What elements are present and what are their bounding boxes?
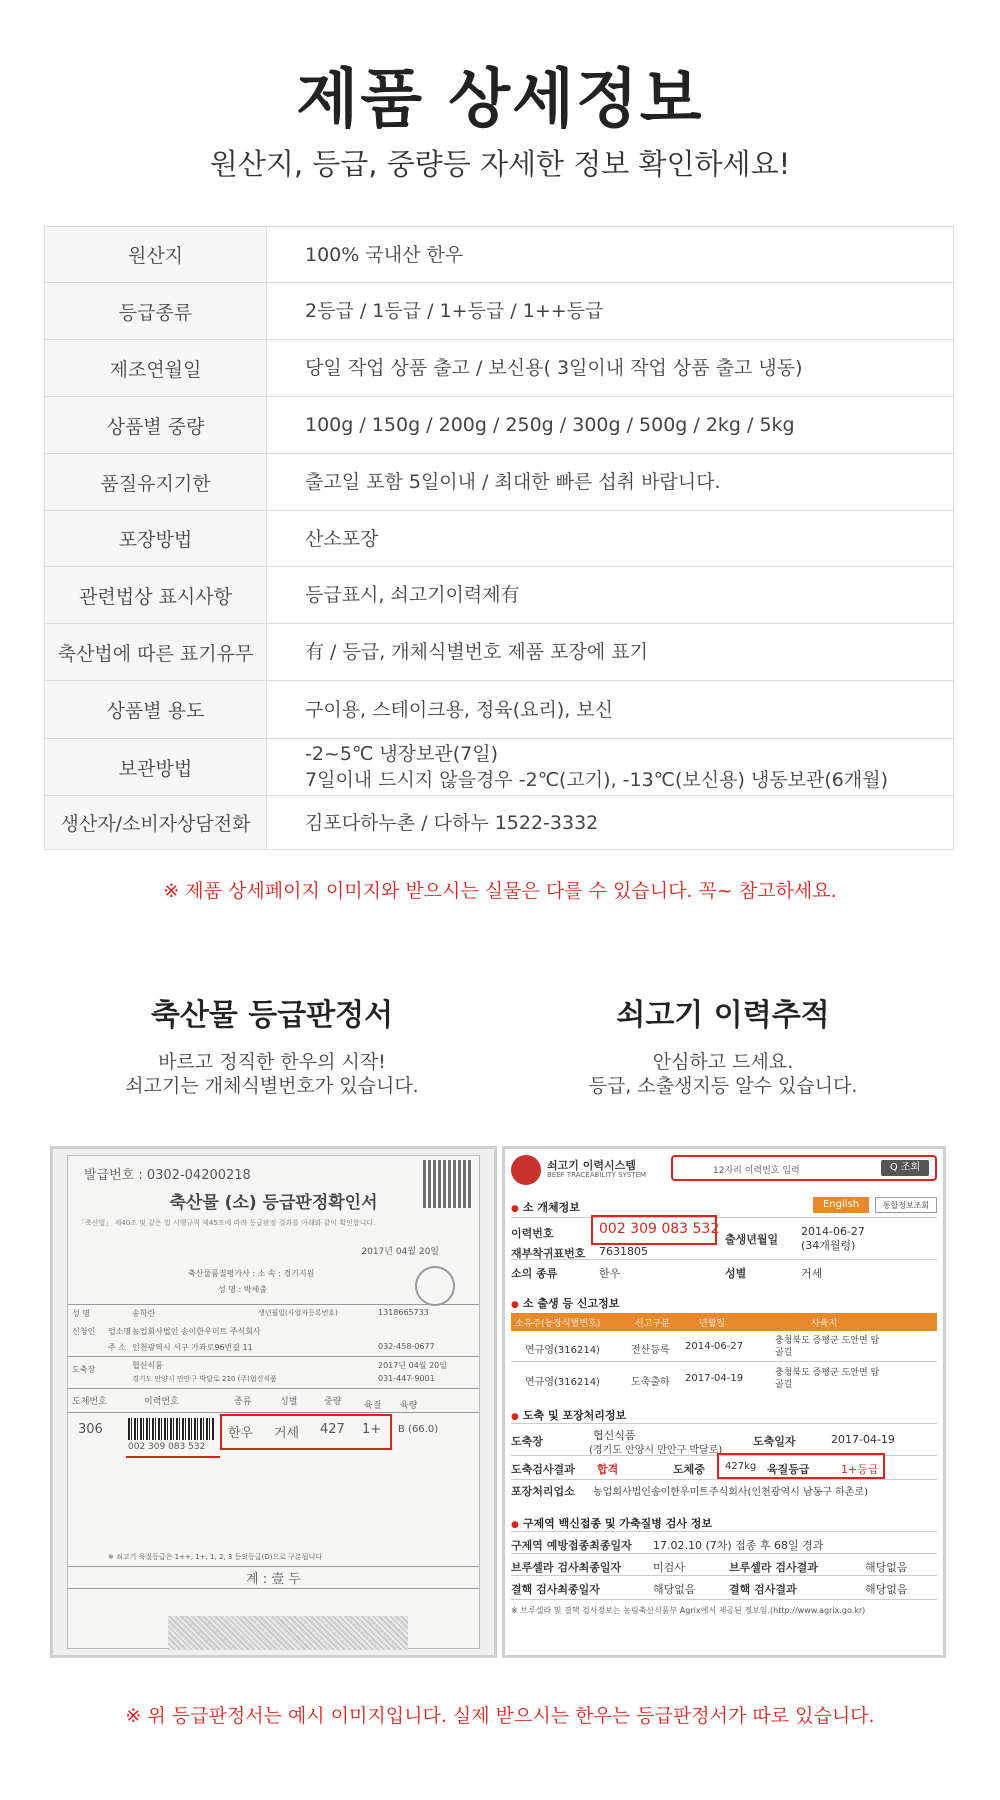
report-type: 전산등록: [631, 1345, 670, 1356]
product-spec-table: [44, 226, 954, 850]
traceability-desc-line-2: 등급, 소출생지등 알수 있습니다.: [588, 1075, 858, 1097]
table-row: [45, 454, 954, 511]
spec-label: 제조연월일: [45, 340, 267, 397]
grade-cert-desc: [57, 1050, 487, 1098]
storage-line-2: 7일이내 드시지 않을경우 -2℃(고기), -13℃(보신용) 냉동보관(6개월): [305, 769, 888, 791]
certificate-intro: 「축산법」 제40조 및 같은 법 시행규칙 제45조에 따라 등급판정 결과를 아래와 같이 확인합니다.: [78, 1219, 376, 1227]
inspection-label: 도축검사결과: [511, 1463, 575, 1476]
spec-value: 有 / 등급, 개체식별번호 제품 포장에 표기: [267, 624, 954, 681]
cert-row-value: 송학란: [132, 1309, 156, 1318]
grade-cert-desc-line-2: 쇠고기는 개체식별번호가 있습니다.: [125, 1075, 419, 1097]
tb-result-label: 결핵 검사결과: [729, 1583, 797, 1596]
table-row: [45, 340, 954, 397]
cert-grade: 1+: [362, 1422, 382, 1437]
report-owner: 연규영(316214): [525, 1377, 600, 1388]
cert-carcass-no: 306: [78, 1422, 103, 1437]
grade-label: 육질등급: [767, 1463, 810, 1476]
birth-months: (34개월령): [801, 1239, 856, 1252]
spec-value: 2등급 / 1등급 / 1+등급 / 1++등급: [267, 283, 954, 340]
divider: [511, 1553, 937, 1554]
divider: [511, 1423, 937, 1424]
divider: [511, 1259, 937, 1260]
integrated-info-button[interactable]: 통합정보조회: [875, 1197, 937, 1213]
trace-search-box[interactable]: [671, 1155, 937, 1181]
table-row: [45, 511, 954, 567]
product-image-notice: ※ 제품 상세페이지 이미지와 받으시는 실물은 다를 수 있습니다. 꼭~ 참고하세요.: [163, 880, 837, 902]
table-row: [45, 796, 954, 850]
slaughter-date-label: 도축일자: [753, 1435, 796, 1448]
traceability-desc-line-1: 안심하고 드세요.: [652, 1051, 794, 1073]
cert-slaughter-name: 협신식품: [132, 1361, 163, 1370]
spec-label: 생산자/소비자상담전화: [45, 796, 267, 850]
certificate-paper: [67, 1155, 480, 1649]
plant-addr: (경기도 안양시 만안구 박달로): [589, 1445, 723, 1456]
cert-birth-value: 1318665733: [378, 1308, 429, 1317]
col-place: 사육지: [811, 1319, 838, 1329]
grade-cert-heading: 축산물 등급판정서: [150, 998, 394, 1033]
cert-total: 계 : 壹 두: [246, 1572, 301, 1587]
grade-value: 1+등급: [841, 1463, 879, 1476]
birth-value: 2014-06-27: [801, 1225, 865, 1238]
section-birth-report: ● 소 출생 등 신고정보: [511, 1295, 619, 1311]
ear-tag-value: 7631805: [599, 1245, 648, 1258]
col-type: 신고구분: [635, 1319, 670, 1329]
cert-row-label: 주 소: [108, 1343, 126, 1352]
col-owner: 소유주(농장식별번호): [515, 1319, 601, 1329]
kind-label: 소의 종류: [511, 1267, 558, 1280]
spec-label: 관련법상 표시사항: [45, 567, 267, 624]
certificate-issuer: 축산물품질평가사 : 소 속 : 경기지원: [188, 1269, 315, 1278]
divider: [68, 1412, 479, 1413]
cert-col-header: 종류: [234, 1397, 252, 1407]
spec-label: 등급종류: [45, 283, 267, 340]
spec-value: 산소포장: [267, 511, 954, 567]
divider: [68, 1588, 479, 1589]
english-button[interactable]: English: [813, 1197, 869, 1213]
storage-line-1: -2~5℃ 냉장보관(7일): [305, 743, 499, 765]
grade-highlight-box: [220, 1414, 392, 1450]
plant-label: 도축장: [511, 1435, 543, 1448]
traceability-desc: [508, 1050, 938, 1098]
divider: [511, 1361, 937, 1362]
spec-value-multiline: [267, 739, 954, 796]
plant-value: 협신식품: [593, 1429, 636, 1442]
ear-tag-label: 재부착귀표번호: [511, 1247, 586, 1260]
packing-value: 농업회사법인송이한우미트주식회사(인천광역시 남동구 하촌로): [593, 1487, 868, 1498]
grade-highlight-box: [717, 1453, 885, 1479]
table-row: [45, 397, 954, 454]
brucella-result-label: 브루셀라 검사결과: [729, 1561, 818, 1574]
cert-row-value: 농업회사법인 송이한우미트 주식회사: [132, 1327, 261, 1336]
table-row: [45, 624, 954, 681]
kind-value: 한우: [599, 1267, 621, 1280]
cert-slaughter-label: 도축장: [72, 1365, 96, 1374]
slaughter-date-value: 2017-04-19: [831, 1433, 895, 1446]
report-table-header: [511, 1313, 937, 1331]
certificate-date: 2017년 04월 20일: [361, 1247, 439, 1257]
spec-label: 품질유지기한: [45, 454, 267, 511]
report-place: 충청북도 증평군 도안면 탑골길: [775, 1368, 880, 1390]
cert-footnote: ※ 쇠고기 육질등급은 1++, 1+, 1, 2, 3 등외등급(D)으로 구분됩니다: [108, 1553, 322, 1561]
sex-label: 성별: [725, 1267, 747, 1280]
packing-label: 포장처리업소: [511, 1485, 575, 1498]
cert-birth-label: 생년월일(사업자등록번호): [258, 1309, 338, 1317]
birth-label: 출생년월일: [725, 1233, 779, 1246]
spec-value: 100g / 150g / 200g / 250g / 300g / 500g / 2kg / 5kg: [267, 397, 954, 454]
official-seal-icon: [415, 1266, 455, 1306]
report-type: 도축출하: [631, 1377, 670, 1388]
sex-value: 거세: [801, 1267, 823, 1280]
cert-yield: B (66.0): [398, 1424, 439, 1435]
brucella-date-label: 브루셀라 검사최종일자: [511, 1561, 622, 1574]
carcass-weight-value: 427kg: [725, 1461, 757, 1472]
table-row: [45, 227, 954, 283]
spec-label: 보관방법: [45, 739, 267, 796]
cert-col-header: 도체번호: [72, 1397, 107, 1407]
report-owner: 연규영(316214): [525, 1345, 600, 1356]
spec-label: 원산지: [45, 227, 267, 283]
col-date: 년월일: [699, 1319, 726, 1329]
divider: [511, 1217, 937, 1218]
spec-value: 출고일 포함 5일이내 / 최대한 빠른 섭취 바랍니다.: [267, 454, 954, 511]
table-row: [45, 567, 954, 624]
page-title: 제품 상세정보: [296, 63, 704, 137]
traceability-heading: 쇠고기 이력추적: [616, 998, 830, 1033]
cert-col-header: 육량: [400, 1401, 418, 1411]
spec-value: 당일 작업 상품 출고 / 보신용( 3일이내 작업 상품 출고 냉동): [267, 340, 954, 397]
table-row: [45, 681, 954, 739]
divider: [511, 1531, 937, 1532]
cert-col-header: 성별: [280, 1397, 298, 1407]
spec-label: 상품별 중량: [45, 397, 267, 454]
cert-row-label: 성 명: [72, 1309, 90, 1318]
cert-sex: 거세: [274, 1426, 300, 1441]
divider: [68, 1356, 479, 1357]
cert-slaughter-date: 2017년 04월 20일: [378, 1361, 447, 1370]
tb-date-value: 해당없음: [653, 1583, 696, 1596]
spec-value: 구이용, 스테이크용, 정육(요리), 보신: [267, 681, 954, 739]
table-row: [45, 739, 954, 796]
grade-certificate-image: [50, 1146, 497, 1658]
grade-cert-desc-line-1: 바르고 정직한 한우의 시작!: [158, 1051, 386, 1073]
cert-slaughter-phone: 031-447-9001: [378, 1374, 435, 1383]
brucella-date-value: 미검사: [653, 1561, 685, 1574]
trace-search-button[interactable]: Q 조회: [881, 1160, 929, 1176]
section-disease-info: ● 구제역 백신접종 및 가축질병 검사 정보: [511, 1515, 712, 1531]
tb-date-label: 결핵 검사최종일자: [511, 1583, 600, 1596]
carcass-weight-label: 도체중: [673, 1463, 705, 1476]
cert-applicant-label: 신청인: [72, 1327, 96, 1336]
divider: [511, 1575, 937, 1576]
certificate-title: 축산물 (소) 등급판정확인서: [169, 1193, 378, 1213]
report-date: 2017-04-19: [685, 1373, 744, 1384]
divider: [68, 1566, 479, 1567]
section-cattle-info: ● 소 개체정보: [511, 1199, 580, 1215]
cert-row-value: 인천광역시 서구 가좌로96번길 11: [132, 1343, 253, 1352]
spec-value: 등급표시, 쇠고기이력제有: [267, 567, 954, 624]
trace-logo-sub: BEEF TRACEABILITY SYSTEM: [547, 1171, 647, 1179]
spec-value: 김포다하누촌 / 다하누 1522-3332: [267, 796, 954, 850]
cert-col-header: 육질: [364, 1401, 382, 1411]
cert-col-header: 이력번호: [144, 1397, 179, 1407]
fmd-label: 구제역 예방접종최종일자: [511, 1539, 632, 1552]
table-row: [45, 283, 954, 340]
certificate-signer: 성 명 : 박세출: [218, 1285, 267, 1294]
trace-footer: ※ 브루셀라 및 결핵 검사정보는 농림축산식품부 Agrix에서 제공된 정보임.(http://www.agrix.go.kr): [511, 1606, 866, 1615]
spec-label: 축산법에 따른 표기유무: [45, 624, 267, 681]
section-slaughter-info: ● 도축 및 포장처리정보: [511, 1407, 626, 1423]
cert-kind: 한우: [228, 1426, 254, 1441]
divider: [511, 1599, 937, 1600]
barcode-icon: [128, 1418, 214, 1440]
cert-phone-value: 032-458-0677: [378, 1342, 435, 1351]
brucella-result-value: 해당없음: [865, 1561, 908, 1574]
cert-slaughter-addr: 경기도 안양시 만안구 박달로 210 (주)협신식품: [132, 1375, 277, 1383]
trace-search-input[interactable]: 12자리 이력번호 입력: [713, 1166, 800, 1176]
trace-logo-icon: [511, 1155, 541, 1185]
cert-trace-id: 002 309 083 532: [128, 1442, 206, 1452]
trace-id-highlight: [126, 1456, 220, 1458]
report-date: 2014-06-27: [685, 1341, 744, 1352]
certificate-issue-no: 발급번호 : 0302-04200218: [84, 1168, 251, 1183]
scan-noise: [168, 1616, 408, 1650]
trace-logo-title: 쇠고기 이력시스템: [547, 1159, 636, 1172]
fmd-value: 17.02.10 (7차) 접종 후 68일 경과: [653, 1539, 824, 1552]
divider: [68, 1388, 479, 1389]
divider: [68, 1304, 479, 1305]
cert-col-header: 중량: [324, 1397, 342, 1407]
divider: [511, 1479, 937, 1480]
certificate-sample-notice: ※ 위 등급판정서는 예시 이미지입니다. 실제 받으시는 한우는 등급판정서가 따로 있습니다.: [125, 1705, 875, 1727]
cert-weight: 427: [320, 1422, 345, 1437]
tb-result-value: 해당없음: [865, 1583, 908, 1596]
spec-value: 100% 국내산 한우: [267, 227, 954, 283]
trace-id-highlight-box: [591, 1215, 720, 1245]
inspection-value: 합격: [597, 1463, 619, 1476]
spec-label: 상품별 용도: [45, 681, 267, 739]
traceability-system-image: [502, 1146, 946, 1658]
report-place: 충청북도 증평군 도안면 탑골길: [775, 1336, 880, 1358]
cert-row-label: 업소명: [108, 1327, 132, 1336]
page-subtitle: 원산지, 등급, 중량등 자세한 정보 확인하세요!: [209, 147, 791, 181]
trace-id-value: 002 309 083 532: [599, 1221, 720, 1237]
spec-label: 포장방법: [45, 511, 267, 567]
trace-id-label: 이력번호: [511, 1227, 554, 1240]
